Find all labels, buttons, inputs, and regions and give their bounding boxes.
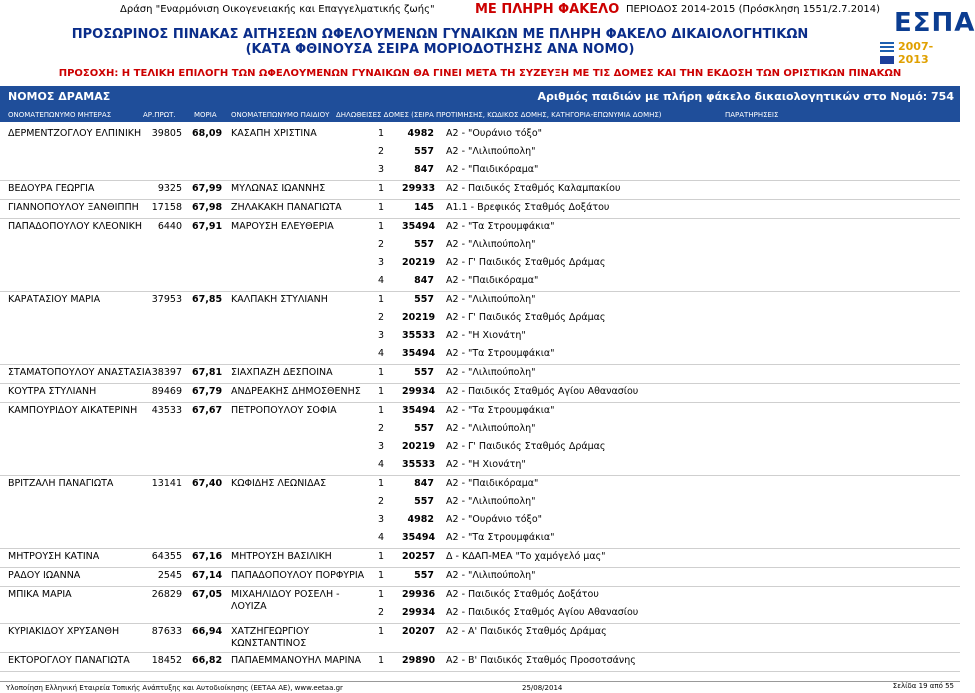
- points: 67,16: [192, 551, 223, 562]
- points: 67,14: [192, 570, 223, 581]
- structure-code: 29934: [402, 386, 436, 397]
- mother-name: ΚΟΥΤΡΑ ΣΤΥΛΙΑΝΗ: [8, 386, 97, 397]
- structure-code: 557: [414, 423, 434, 434]
- mother-name: ΚΑΜΠΟΥΡΙΔΟΥ ΑΙΚΑΤΕΡΙΝΗ: [8, 405, 138, 416]
- structure-code: 35533: [402, 330, 436, 341]
- structure-code: 20219: [402, 257, 436, 268]
- table-row-preference: [0, 605, 960, 623]
- structure-code: 29933: [402, 183, 436, 194]
- structure-code: 20207: [402, 626, 436, 637]
- structure-code: 847: [414, 275, 434, 286]
- preference-order: 3: [378, 514, 385, 525]
- mother-name: ΚΥΡΙΑΚΙΔΟΥ ΧΡΥΣΑΝΘΗ: [8, 626, 120, 637]
- prefecture-bar: [0, 86, 960, 108]
- program-title: Δράση "Εναρμόνιση Οικογενειακής και Επαγγελματικής ζωής": [120, 4, 435, 15]
- structure-code: 557: [414, 146, 434, 157]
- header-protocol: ΑΡ.ΠΡΩΤ.: [143, 111, 176, 119]
- structure-code: 29934: [402, 607, 436, 618]
- structure-name: Α2 - "Τα Στρουμφάκια": [446, 221, 555, 232]
- structure-code: 145: [414, 202, 434, 213]
- structure-name: Α2 - "Λιλιπούπολη": [446, 367, 536, 378]
- structure-code: 35494: [402, 348, 436, 359]
- structure-name: Α1.1 - Βρεφικός Σταθμός Δοξάτου: [446, 202, 610, 213]
- preference-order: 4: [378, 348, 385, 359]
- structure-code: 4982: [407, 514, 434, 525]
- table-row: [0, 292, 960, 310]
- points: 67,67: [192, 405, 223, 416]
- preference-order: 3: [378, 441, 385, 452]
- protocol-number: 87633: [151, 626, 182, 637]
- preference-order: 1: [378, 294, 385, 305]
- mother-name: ΔΕΡΜΕΝΤΖΟΓΛΟΥ ΕΛΠΙΝΙΚΗ: [8, 128, 142, 139]
- structure-code: 20219: [402, 312, 436, 323]
- child-name: ΠΑΠΑΔΟΠΟΥΛΟΥ ΠΟΡΦΥΡΙΑ: [231, 570, 365, 581]
- mother-name: ΓΙΑΝΝΟΠΟΥΛΟΥ ΞΑΝΘΙΠΠΗ: [8, 202, 139, 213]
- child-name: ΠΕΤΡΟΠΟΥΛΟΥ ΣΟΦΙΑ: [231, 405, 337, 416]
- child-name: ΜΙΧΑΗΛΙΔΟΥ ΡΟΣΕΛΗ - ΛΟΥΙΖΑ: [231, 589, 340, 612]
- preference-order: 1: [378, 589, 385, 600]
- preference-order: 1: [378, 551, 385, 562]
- table-row: [0, 219, 960, 237]
- structure-name: Α2 - Παιδικός Σταθμός Δοξάτου: [446, 589, 599, 600]
- header-mother: ΟΝΟΜΑΤΕΠΩΝΥΜΟ ΜΗΤΕΡΑΣ: [8, 111, 112, 119]
- footer-date: 25/08/2014: [522, 684, 563, 692]
- structure-code: 847: [414, 478, 434, 489]
- points: 66,82: [192, 655, 223, 666]
- table-row-preference: [0, 162, 960, 180]
- table-row-preference: [0, 310, 960, 328]
- greek-flag-icon: [880, 42, 894, 52]
- protocol-number: 38397: [151, 367, 182, 378]
- structure-name: Α2 - "Ουράνιο τόξο": [446, 128, 543, 139]
- mother-name: ΜΗΤΡΟΥΣΗ ΚΑΤΙΝΑ: [8, 551, 100, 562]
- preference-order: 1: [378, 626, 385, 637]
- points: 67,99: [192, 183, 223, 194]
- table-row-preference: [0, 346, 960, 364]
- children-count: Αριθμός παιδιών με πλήρη φάκελο δικαιολογητικών στο Νομό: 754: [537, 90, 954, 103]
- table-row: [0, 403, 960, 421]
- top-line: [0, 4, 960, 18]
- mother-name: ΣΤΑΜΑΤΟΠΟΥΛΟΥ ΑΝΑΣΤΑΣΙΑ: [8, 367, 152, 378]
- child-name: ΚΑΛΠΑΚΗ ΣΤΥΛΙΑΝΗ: [231, 294, 328, 305]
- preference-order: 2: [378, 423, 385, 434]
- points: 67,91: [192, 221, 223, 232]
- table-row: [0, 384, 960, 402]
- preference-order: 2: [378, 496, 385, 507]
- header-structures: ΔΗΛΩΘΕΙΣΕΣ ΔΟΜΕΣ (ΣΕΙΡΑ ΠΡΟΤΙΜΗΣΗΣ, ΚΩΔΙΚΟΣ ΔΟΜΗΣ, ΚΑΤΗΓΟΡΙΑ-ΕΠΩΝΥΜΙΑ ΔΟΜΗΣ): [336, 111, 662, 119]
- document-title: ΠΡΟΣΩΡΙΝΟΣ ΠΙΝΑΚΑΣ ΑΙΤΗΣΕΩΝ ΩΦΕΛΟΥΜΕΝΩΝ ΓΥΝΑΙΚΩΝ ΜΕ ΠΛΗΡΗ ΦΑΚΕΛΟ ΔΙΚΑΙΟΛΟΓΗΤΙΚΩΝ: [71, 27, 809, 42]
- points: 67,79: [192, 386, 223, 397]
- points: 66,94: [192, 626, 223, 637]
- child-name: ΑΝΔΡΕΑΚΗΣ ΔΗΜΟΣΘΕΝΗΣ: [231, 386, 361, 397]
- preference-order: 3: [378, 164, 385, 175]
- protocol-number: 2545: [157, 570, 182, 581]
- table-row: [0, 126, 960, 144]
- structure-name: Α2 - Γ' Παιδικός Σταθμός Δράμας: [446, 441, 606, 452]
- structure-code: 4982: [407, 128, 434, 139]
- table-row: [0, 624, 960, 652]
- row-divider: [0, 671, 960, 672]
- structure-name: Α2 - "Τα Στρουμφάκια": [446, 405, 555, 416]
- logo-text: ΕΣΠΑ: [894, 8, 975, 38]
- table-header: [0, 108, 960, 122]
- preference-order: 2: [378, 607, 385, 618]
- table-row: [0, 476, 960, 494]
- preference-order: 4: [378, 275, 385, 286]
- child-name: ΚΩΦΙΔΗΣ ΛΕΩΝΙΔΑΣ: [231, 478, 327, 489]
- preference-order: 1: [378, 570, 385, 581]
- eu-flag-icon: [880, 56, 894, 64]
- structure-code: 35494: [402, 405, 436, 416]
- table-row-preference: [0, 494, 960, 512]
- structure-code: 20257: [402, 551, 436, 562]
- period-title: ΠΕΡΙΟΔΟΣ 2014-2015 (Πρόσκληση 1551/2.7.2014): [626, 4, 881, 15]
- table-row: [0, 549, 960, 567]
- mother-name: ΠΑΠΑΔΟΠΟΥΛΟΥ ΚΛΕΟΝΙΚΗ: [8, 221, 142, 232]
- footer-org: Υλοποίηση Ελληνική Εταιρεία Τοπικής Ανάπτυξης και Αυτοδιοίκησης (ΕΕΤΑΑ ΑΕ), www.eetaa.gr: [6, 684, 343, 692]
- preference-order: 2: [378, 239, 385, 250]
- table-row: [0, 653, 960, 671]
- points: 67,98: [192, 202, 223, 213]
- mother-name: ΜΠΙΚΑ ΜΑΡΙΑ: [8, 589, 72, 600]
- table-row-preference: [0, 530, 960, 548]
- child-name: ΠΑΠΑΕΜΜΑΝΟΥΗΛ ΜΑΡΙΝΑ: [231, 655, 362, 666]
- structure-name: Α2 - Παιδικός Σταθμός Καλαμπακίου: [446, 183, 621, 194]
- structure-code: 557: [414, 294, 434, 305]
- structure-name: Α2 - "Λιλιπούπολη": [446, 294, 536, 305]
- structure-name: Α2 - "Ουράνιο τόξο": [446, 514, 543, 525]
- mother-name: ΡΑΔΟΥ ΙΩΑΝΝΑ: [8, 570, 81, 581]
- preference-order: 3: [378, 330, 385, 341]
- header-points: ΜΟΡΙΑ: [194, 111, 217, 119]
- table-row-preference: [0, 439, 960, 457]
- structure-name: Α2 - "Λιλιπούπολη": [446, 146, 536, 157]
- structure-code: 35494: [402, 532, 436, 543]
- structure-name: Α2 - "Τα Στρουμφάκια": [446, 532, 555, 543]
- structure-name: Α2 - "Λιλιπούπολη": [446, 239, 536, 250]
- child-name: ΣΙΑΧΠΑΖΗ ΔΕΣΠΟΙΝΑ: [231, 367, 333, 378]
- child-name: ΜΑΡΟΥΣΗ ΕΛΕΥΘΕΡΙΑ: [231, 221, 334, 232]
- structure-name: Α2 - Παιδικός Σταθμός Αγίου Αθανασίου: [446, 607, 639, 618]
- child-name: ΜΗΤΡΟΥΣΗ ΒΑΣΙΛΙΚΗ: [231, 551, 332, 562]
- structure-name: Δ - ΚΔΑΠ-ΜΕΑ "Το χαμόγελό μας": [446, 551, 606, 562]
- table-row-preference: [0, 144, 960, 162]
- protocol-number: 89469: [151, 386, 182, 397]
- structure-name: Α2 - "Παιδικόραμα": [446, 275, 539, 286]
- structure-name: Α2 - "Λιλιπούπολη": [446, 496, 536, 507]
- points: 67,05: [192, 589, 223, 600]
- structure-code: 557: [414, 239, 434, 250]
- table-row: [0, 365, 960, 383]
- table-row-preference: [0, 237, 960, 255]
- structure-code: 29890: [402, 655, 436, 666]
- protocol-number: 64355: [151, 551, 182, 562]
- table-row-preference: [0, 273, 960, 291]
- table-row-preference: [0, 421, 960, 439]
- structure-name: Α2 - "Λιλιπούπολη": [446, 570, 536, 581]
- preference-order: 2: [378, 146, 385, 157]
- points: 68,09: [192, 128, 223, 139]
- mother-name: ΕΚΤΟΡΟΓΛΟΥ ΠΑΝΑΓΙΩΤΑ: [8, 655, 130, 666]
- child-name: ΖΗΛΑΚΑΚΗ ΠΑΝΑΓΙΩΤΑ: [231, 202, 342, 213]
- mother-name: ΒΡΙΤΖΑΛΗ ΠΑΝΑΓΙΩΤΑ: [8, 478, 114, 489]
- structure-code: 20219: [402, 441, 436, 452]
- header-notes: ΠΑΡΑΤΗΡΗΣΕΙΣ: [725, 111, 779, 119]
- preference-order: 1: [378, 478, 385, 489]
- preference-order: 4: [378, 459, 385, 470]
- preference-order: 1: [378, 367, 385, 378]
- protocol-number: 13141: [151, 478, 182, 489]
- preference-order: 1: [378, 655, 385, 666]
- table-row-preference: [0, 328, 960, 346]
- protocol-number: 37953: [151, 294, 182, 305]
- structure-code: 29936: [402, 589, 436, 600]
- table-row-preference: [0, 255, 960, 273]
- structure-code: 35494: [402, 221, 436, 232]
- table-row: [0, 200, 960, 218]
- table-row: [0, 181, 960, 199]
- preference-order: 4: [378, 532, 385, 543]
- child-name: ΧΑΤΖΗΓΕΩΡΓΙΟΥ ΚΩΝΣΤΑΝΤΙΝΟΣ: [231, 626, 310, 649]
- preference-order: 1: [378, 405, 385, 416]
- structure-name: Α2 - "Παιδικόραμα": [446, 478, 539, 489]
- section-title: ΜΕ ΠΛΗΡΗ ΦΑΚΕΛΟ: [475, 2, 620, 17]
- records-table: [0, 126, 960, 672]
- table-row: [0, 568, 960, 586]
- footer-page-number: Σελίδα 19 από 55: [892, 682, 954, 690]
- protocol-number: 18452: [151, 655, 182, 666]
- points: 67,85: [192, 294, 223, 305]
- table-row-preference: [0, 512, 960, 530]
- logo-years: 2007-2013: [898, 40, 934, 66]
- prefecture-name: ΝΟΜΟΣ ΔΡΑΜΑΣ: [8, 90, 111, 103]
- mother-name: ΚΑΡΑΤΑΣΙΟΥ ΜΑΡΙΑ: [8, 294, 101, 305]
- structure-name: Α2 - Παιδικός Σταθμός Αγίου Αθανασίου: [446, 386, 639, 397]
- header-child: ΟΝΟΜΑΤΕΠΩΝΥΜΟ ΠΑΙΔΙΟΥ: [231, 111, 330, 119]
- preference-order: 1: [378, 221, 385, 232]
- table-row: [0, 587, 960, 612]
- table-row-preference: [0, 457, 960, 475]
- points: 67,40: [192, 478, 223, 489]
- protocol-number: 26829: [151, 589, 182, 600]
- structure-name: Α2 - Β' Παιδικός Σταθμός Προσοτσάνης: [446, 655, 636, 666]
- structure-name: Α2 - Γ' Παιδικός Σταθμός Δράμας: [446, 257, 606, 268]
- notice-text: ΠΡΟΣΟΧΗ: Η ΤΕΛΙΚΗ ΕΠΙΛΟΓΗ ΤΩΝ ΩΦΕΛΟΥΜΕΝΩΝ ΓΥΝΑΙΚΩΝ ΘΑ ΓΙΝΕΙ ΜΕΤΑ ΤΗ ΣΥΖΕΥΞΗ ΜΕ ΤΙΣ ΔΟΜΕΣ ΚΑΙ ΤΗΝ ΕΚΔΟΣΗ ΤΩΝ ΟΡΙΣΤΙΚΩΝ ΠΙΝΑΚΩΝ: [58, 68, 902, 79]
- document-subtitle: (ΚΑΤΑ ΦΘΙΝΟΥΣΑ ΣΕΙΡΑ ΜΟΡΙΟΔΟΤΗΣΗΣ ΑΝΑ ΝΟΜΟ): [245, 42, 635, 57]
- preference-order: 2: [378, 312, 385, 323]
- preference-order: 1: [378, 183, 385, 194]
- mother-name: ΒΕΔΟΥΡΑ ΓΕΩΡΓΙΑ: [8, 183, 95, 194]
- protocol-number: 6440: [157, 221, 182, 232]
- espa-logo: [880, 4, 975, 66]
- structure-name: Α2 - "Η Χιονάτη": [446, 459, 526, 470]
- page-footer: [0, 681, 960, 693]
- structure-name: Α2 - Γ' Παιδικός Σταθμός Δράμας: [446, 312, 606, 323]
- preference-order: 1: [378, 202, 385, 213]
- child-name: ΜΥΛΩΝΑΣ ΙΩΑΝΝΗΣ: [231, 183, 326, 194]
- structure-name: Α2 - "Τα Στρουμφάκια": [446, 348, 555, 359]
- protocol-number: 43533: [151, 405, 182, 416]
- child-name: ΚΑΣΑΠΗ ΧΡΙΣΤΙΝΑ: [231, 128, 317, 139]
- structure-code: 847: [414, 164, 434, 175]
- protocol-number: 17158: [151, 202, 182, 213]
- points: 67,81: [192, 367, 223, 378]
- structure-code: 557: [414, 496, 434, 507]
- structure-code: 557: [414, 570, 434, 581]
- preference-order: 3: [378, 257, 385, 268]
- protocol-number: 9325: [157, 183, 182, 194]
- structure-name: Α2 - Α' Παιδικός Σταθμός Δράμας: [446, 626, 607, 637]
- structure-code: 557: [414, 367, 434, 378]
- protocol-number: 39805: [151, 128, 182, 139]
- structure-name: Α2 - "Η Χιονάτη": [446, 330, 526, 341]
- structure-code: 35533: [402, 459, 436, 470]
- preference-order: 1: [378, 128, 385, 139]
- structure-name: Α2 - "Λιλιπούπολη": [446, 423, 536, 434]
- preference-order: 1: [378, 386, 385, 397]
- structure-name: Α2 - "Παιδικόραμα": [446, 164, 539, 175]
